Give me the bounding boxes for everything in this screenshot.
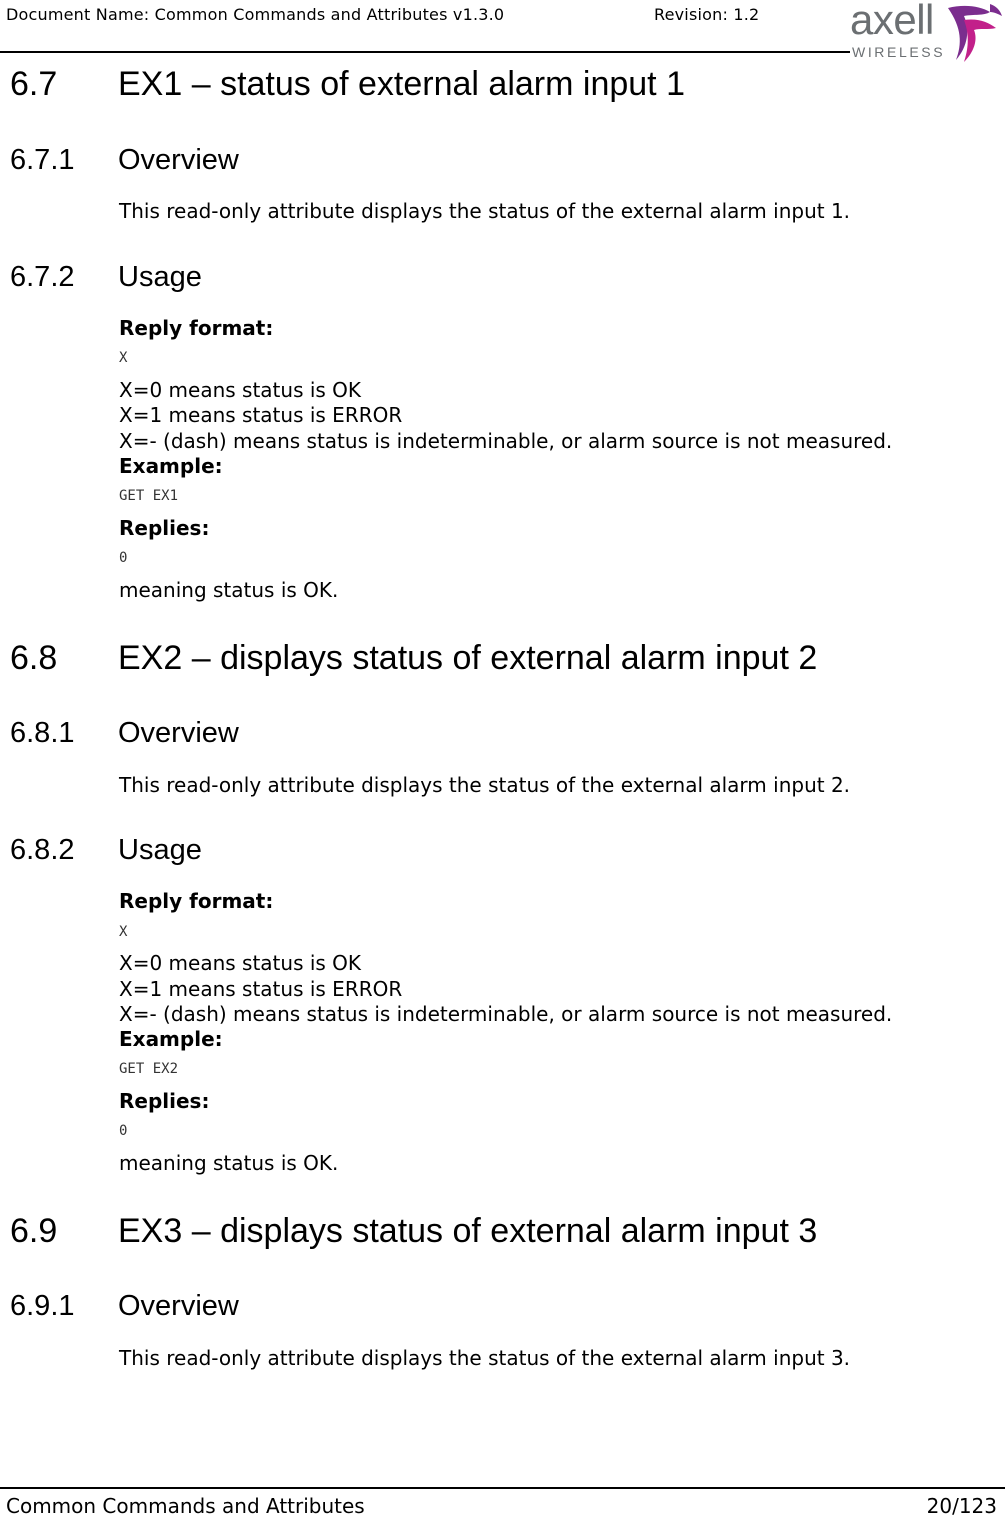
meaning-text: meaning status is OK.: [119, 1151, 339, 1175]
section-number: 6.8: [10, 639, 58, 677]
subsection-title: Usage: [118, 261, 202, 293]
overview-text: This read-only attribute displays the status of the external alarm input 1.: [119, 199, 851, 223]
example-label: Example:: [119, 454, 223, 478]
footer-title: Common Commands and Attributes: [6, 1494, 365, 1518]
overview-text: This read-only attribute displays the status of the external alarm input 3.: [119, 1346, 851, 1370]
subsection-title: Overview: [118, 717, 239, 749]
usage-line: X=1 means status is ERROR: [119, 977, 403, 1001]
usage-line: X=1 means status is ERROR: [119, 403, 403, 427]
header-rule: [0, 51, 850, 53]
overview-text: This read-only attribute displays the status of the external alarm input 2.: [119, 773, 851, 797]
replies-label: Replies:: [119, 516, 210, 540]
logo-wordmark: axell: [850, 0, 934, 43]
reply-format-code: X: [119, 350, 128, 366]
subsection-number: 6.8.1: [10, 717, 75, 749]
page-number: 20/123: [926, 1494, 997, 1518]
reply-format-label: Reply format:: [119, 889, 274, 913]
subsection-title: Usage: [118, 834, 202, 866]
replies-code: 0: [119, 1123, 128, 1139]
example-code: GET EX1: [119, 488, 179, 504]
document-name: Document Name: Common Commands and Attributes v1.3.0: [6, 5, 505, 24]
usage-line: X=0 means status is OK: [119, 951, 362, 975]
footer-rule: [0, 1487, 1005, 1489]
replies-code: 0: [119, 550, 128, 566]
revision: Revision: 1.2: [654, 5, 760, 24]
section-title: EX1 – status of external alarm input 1: [118, 65, 685, 103]
subsection-number: 6.9.1: [10, 1290, 75, 1322]
reply-format-label: Reply format:: [119, 316, 274, 340]
section-title: EX3 – displays status of external alarm input 3: [118, 1212, 818, 1250]
reply-format-code: X: [119, 924, 128, 940]
replies-label: Replies:: [119, 1089, 210, 1113]
subsection-number: 6.7.1: [10, 144, 75, 176]
usage-line: X=- (dash) means status is indeterminable, or alarm source is not measured.: [119, 1002, 893, 1026]
subsection-number: 6.7.2: [10, 261, 75, 293]
example-code: GET EX2: [119, 1061, 179, 1077]
logo-subtitle: WIRELESS: [852, 44, 946, 60]
usage-line: X=- (dash) means status is indeterminable, or alarm source is not measured.: [119, 429, 893, 453]
section-title: EX2 – displays status of external alarm input 2: [118, 639, 818, 677]
example-label: Example:: [119, 1027, 223, 1051]
logo-swoosh-icon: [934, 0, 1004, 66]
usage-line: X=0 means status is OK: [119, 378, 362, 402]
subsection-title: Overview: [118, 144, 239, 176]
subsection-number: 6.8.2: [10, 834, 75, 866]
subsection-title: Overview: [118, 1290, 239, 1322]
section-number: 6.9: [10, 1212, 58, 1250]
section-number: 6.7: [10, 65, 58, 103]
axell-wireless-logo: [846, 0, 1005, 66]
meaning-text: meaning status is OK.: [119, 578, 339, 602]
